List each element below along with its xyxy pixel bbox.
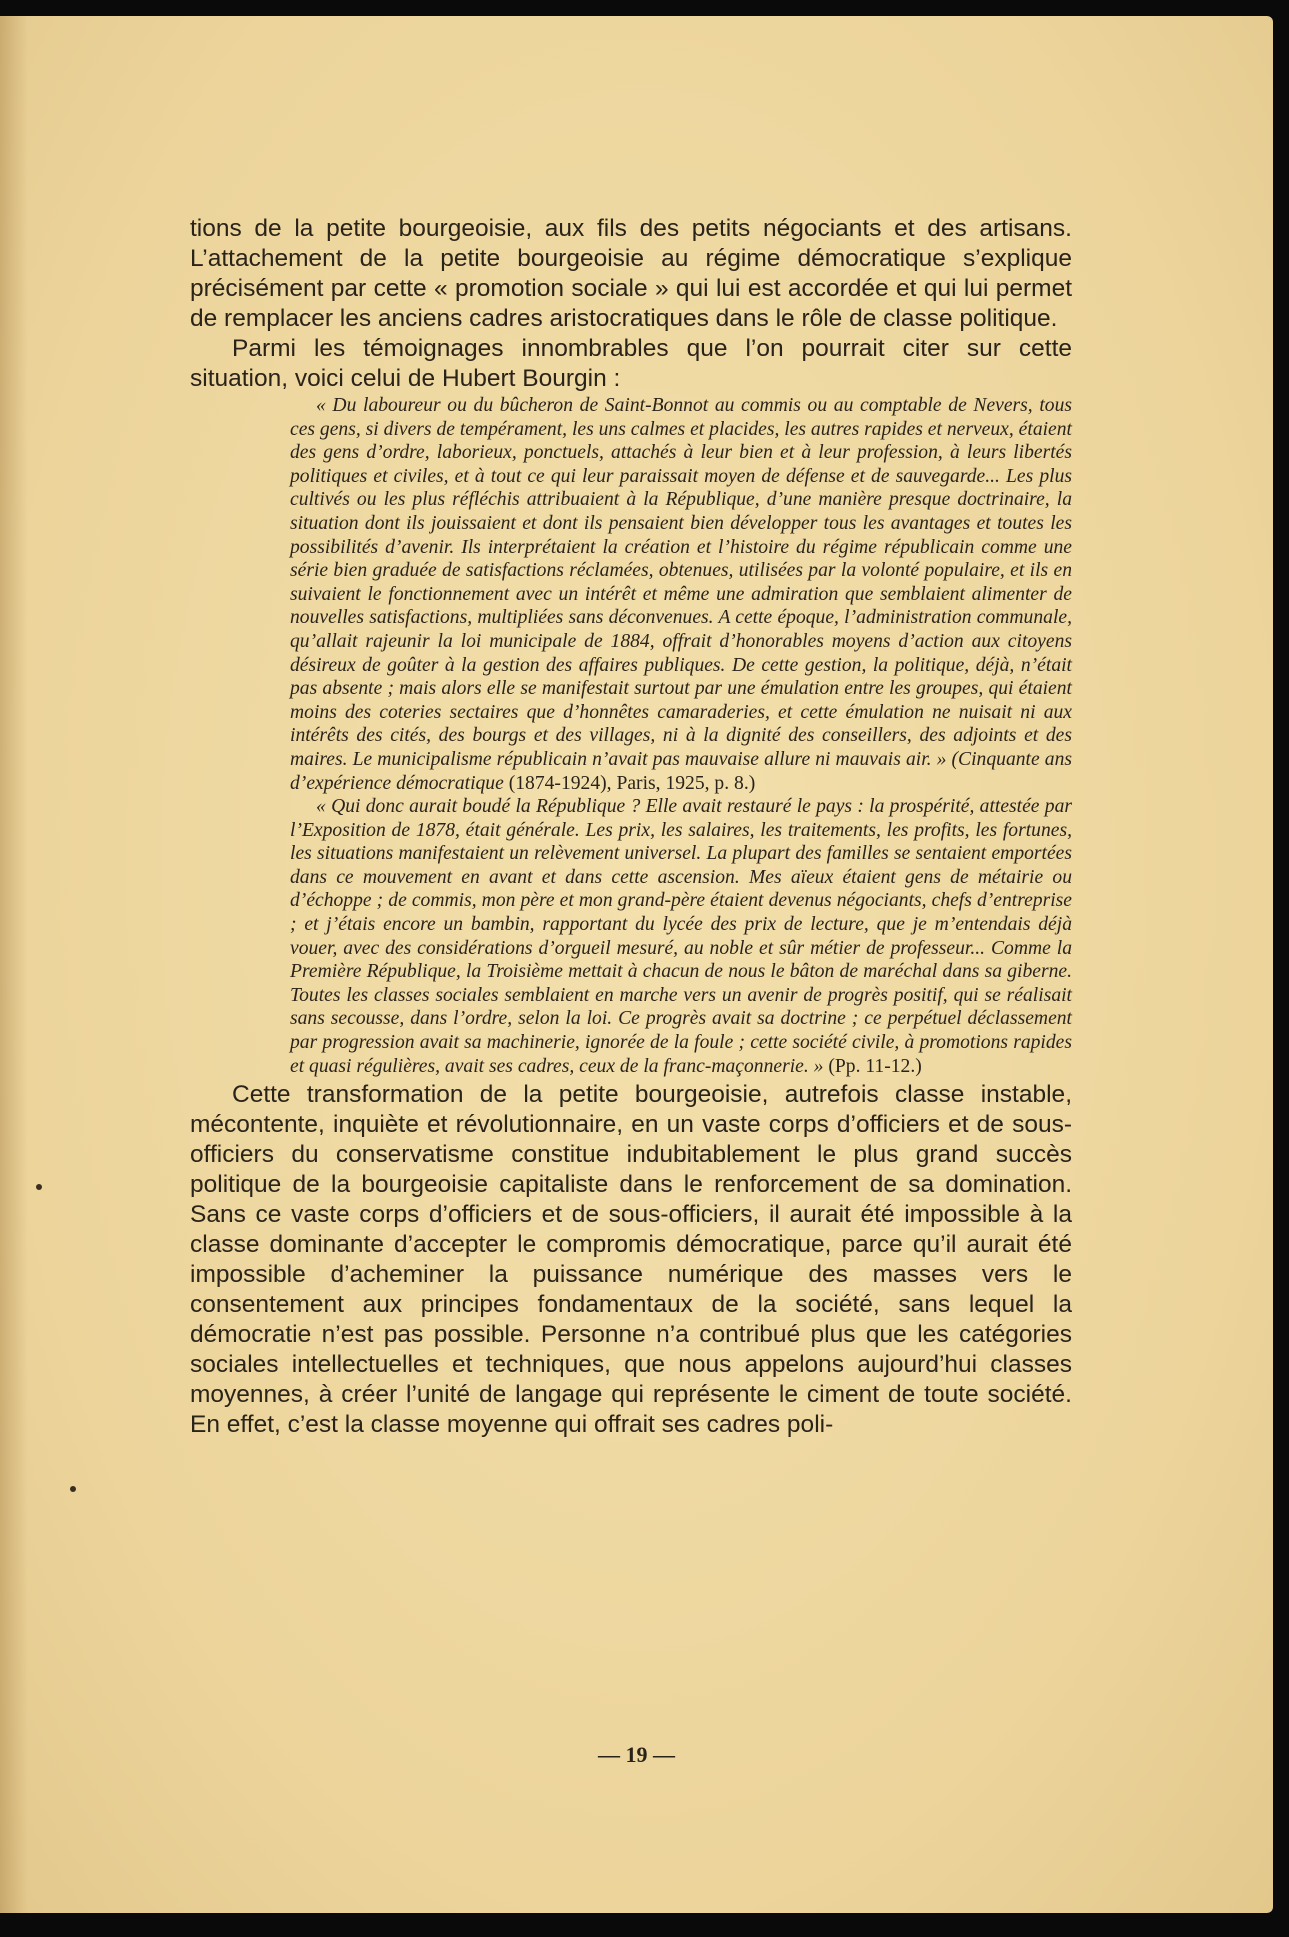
quotation-1 [290, 394, 1072, 795]
ink-speck [36, 1184, 42, 1190]
quotation-1-reference: (1874-1924), Paris, 1925, p. 8.) [508, 772, 756, 794]
binding-shadow [0, 16, 28, 1913]
quotation-1-text: « Du laboureur ou du bûcheron de Saint-Bonnot au commis ou au comptable de Nevers, tous ces gens, si divers de tempérament, les uns calmes et placides, les autres rapides et nerveux, étaient des gens d’ordre, laborieux, ponctuels, attachés à leur bien et à leur profession, à leurs libertés politiques et civiles, et à tout ce qui leur paraissait moyen de défense et de sauvegarde... Les plus cultivés ou les plus réfléchis attribuaient à la République, d’une manière presque doctrinaire, la situation dont ils jouissaient et dont ils pensaient bien développer tous les avantages et toutes les possibilités d’avenir. Ils interprétaient la création et l’histoire du régime républicain comme une série bien graduée de satisfactions réclamées, obtenues, utilisées par la volonté populaire, et ils en suivaient le fonctionnement avec un intérêt et même une admiration que semblaient alimenter de nouvelles satisfactions, multipliées sans déconvenues. A cette époque, l’administration communale, qu’allait rajeunir la loi municipale de 1884, offrait d’honorables moyens d’action aux citoyens désireux de goûter à la gestion des affaires publiques. De cette gestion, la politique, déjà, n’était pas absente ; mais alors elle se manifestait surtout par une émulation entre les groupes, qui étaient moins des coteries sectaires que d’honnêtes camaraderies, et cette émulation ne nuisait ni aux intérêts des cités, des bourgs et des villages, ni à la dignité des conseillers, des adjoints et des maires. Le municipalisme républicain n’avait pas mauvaise allure ni mauvais air. » (Cinquante ans d’expérience démocratique [290, 395, 1072, 794]
paragraph-continued: tions de la petite bourgeoisie, aux fils des petits négociants et des artisans. L’attachement de la petite bourgeoisie au régime démocratique s’explique précisément par cette « promotion sociale » qui lui est accordée et qui lui permet de remplacer les anciens cadres aristocratiques dans le rôle de classe politique. [190, 215, 1072, 332]
quotation-2-reference: (Pp. 11-12.) [828, 1055, 922, 1077]
page-number: — 19 — [598, 1742, 675, 1767]
paragraph-citation-intro: Parmi les témoignages innombrables que l’on pourrait citer sur cette situation, voici celui de Hubert Bourgin : [190, 335, 1072, 392]
ink-speck [70, 1486, 76, 1492]
book-page [0, 16, 1273, 1913]
quotation-2-text: « Qui donc aurait boudé la République ? Elle avait restauré le pays : la prospérité, attestée par l’Exposition de 1878, était générale. Les prix, les salaires, les traitements, les profits, les fortunes, les situations manifestaient un relèvement universel. La plupart des familles se sentaient emportées dans ce mouvement en avant et dans cette ascension. Mes aïeux étaient gens de métairie ou d’échoppe ; de commis, mon père et mon grand-père étaient devenus négociants, chefs d’entreprise ; et j’étais encore un bambin, rapportant du lycée des prix de lecture, que je m’entendais déjà vouer, avec des considérations d’orgueil mesuré, au noble et sûr métier de professeur... Comme la Première République, la Troisième mettait à chacun de nous le bâton de maréchal dans sa giberne. Toutes les classes sociales semblaient en marche vers un avenir de progrès positif, qui se réalisait sans secousse, dans l’ordre, selon la loi. Ce progrès avait sa doctrine ; ce perpétuel déclassement par progression avait sa machinerie, ignorée de la foule ; cette société civile, à promotions rapides et quasi régulières, avait ses cadres, ceux de la franc-maçonnerie. » [290, 796, 1072, 1077]
paragraph-transformation: Cette transformation de la petite bourgeoisie, autrefois classe instable, mécontente, inquiète et révolutionnaire, en un vaste corps d’officiers et de sous-officiers du conservatisme constitue indubitablement le plus grand succès politique de la bourgeoisie capitaliste dans le renforcement de sa domination. Sans ce vaste corps d’officiers et de sous-officiers, il aurait été impossible à la classe dominante d’accepter le compromis démocratique, parce qu’il aurait été impossible d’acheminer la puissance numérique des masses vers le consentement aux principes fondamentaux de la société, sans lequel la démocratie n’est pas possible. Personne n’a contribué plus que les catégories sociales intellectuelles et techniques, que nous appelons aujourd’hui classes moyennes, à créer l’unité de langage qui représente le ciment de toute société. En effet, c’est la classe moyenne qui offrait ses cadres poli- [190, 1081, 1072, 1439]
quotation-2 [290, 795, 1072, 1078]
page-body [190, 214, 1072, 1440]
